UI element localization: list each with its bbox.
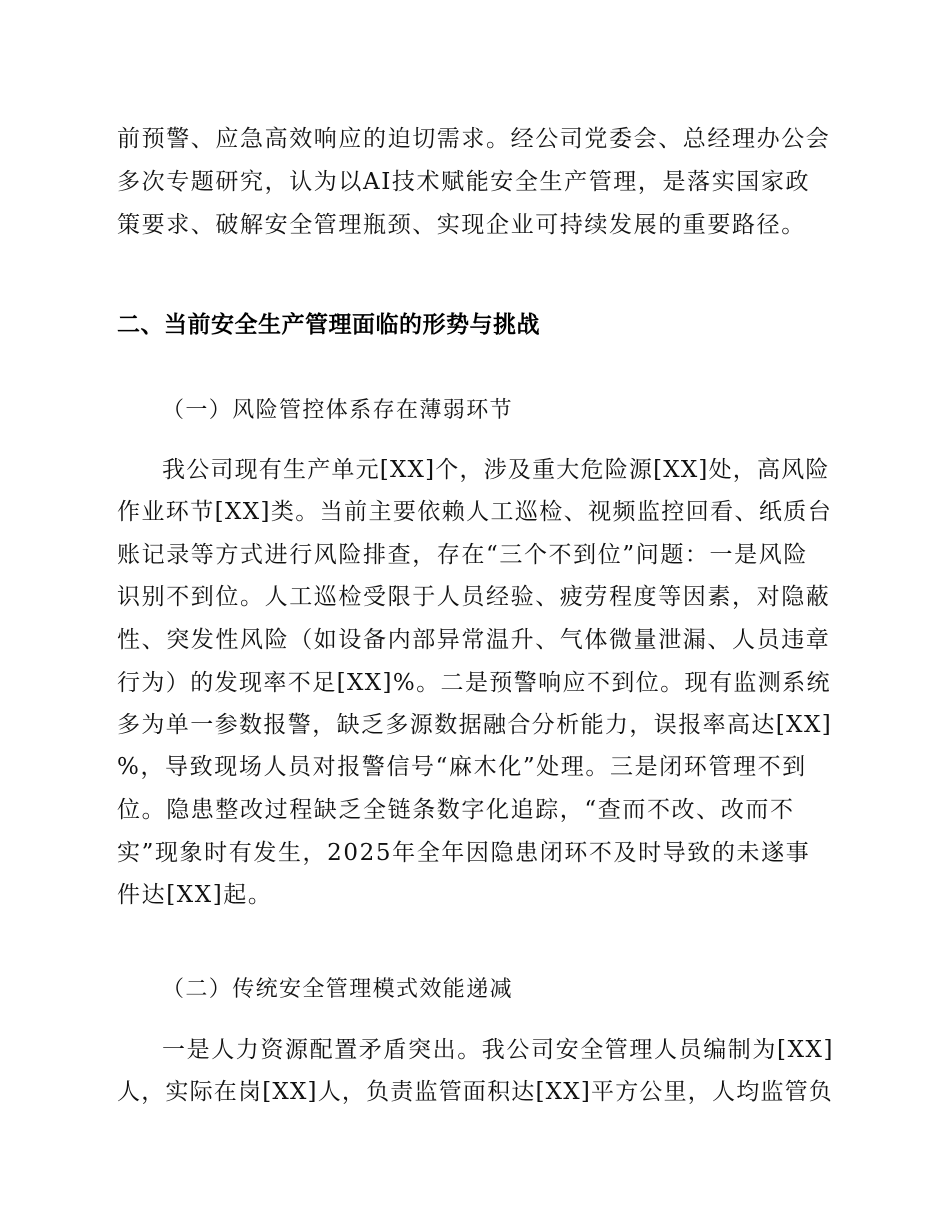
- sub1-line-5: 性、突发性风险（如设备内部异常温升、气体微量泄漏、人员违章: [117, 627, 831, 653]
- intro-line-1: 前预警、应急高效响应的迫切需求。经公司党委会、总经理办公会: [117, 126, 831, 152]
- sub1-line-8: %，导致现场人员对报警信号“麻木化”处理。三是闭环管理不到: [117, 754, 807, 780]
- sub1-line-4: 识别不到位。人工巡检受限于人员经验、疲劳程度等因素，对隐蔽: [117, 584, 831, 610]
- sub1-line-10: 实”现象时有发生，2025年全年因隐患闭环不及时导致的未遂事: [117, 840, 811, 866]
- sub1-line-9: 位。隐患整改过程缺乏全链条数字化追踪，“查而不改、改而不: [117, 797, 795, 823]
- sub1-line-3: 账记录等方式进行风险排查，存在“三个不到位”问题：一是风险: [117, 542, 808, 568]
- sub1-line-6: 行为）的发现率不足[XX]%。二是预警响应不到位。现有监测系统: [117, 670, 831, 696]
- subsection-2-title: （二）传统安全管理模式效能递减: [162, 977, 514, 1002]
- intro-line-2: 多次专题研究，认为以AI技术赋能安全生产管理，是落实国家政: [117, 169, 811, 195]
- sub2-line-2: 人，实际在岗[XX]人，负责监管面积达[XX]平方公里，人均监管负: [117, 1079, 833, 1105]
- subsection-1-title: （一）风险管控体系存在薄弱环节: [162, 398, 514, 423]
- sub2-line-1: 一是人力资源配置矛盾突出。我公司安全管理人员编制为[XX]: [162, 1037, 835, 1063]
- sub1-line-2: 作业环节[XX]类。当前主要依赖人工巡检、视频监控回看、纸质台: [117, 499, 833, 525]
- sub1-line-7: 多为单一参数报警，缺乏多源数据融合分析能力，误报率高达[XX]: [117, 712, 833, 738]
- sub1-line-1: 我公司现有生产单元[XX]个，涉及重大危险源[XX]处，高风险: [162, 457, 830, 483]
- section-heading: 二、当前安全生产管理面临的形势与挑战: [117, 312, 540, 338]
- sub1-line-11: 件达[XX]起。: [117, 882, 273, 908]
- intro-line-3: 策要求、破解安全管理瓶颈、实现企业可持续发展的重要路径。: [117, 212, 806, 238]
